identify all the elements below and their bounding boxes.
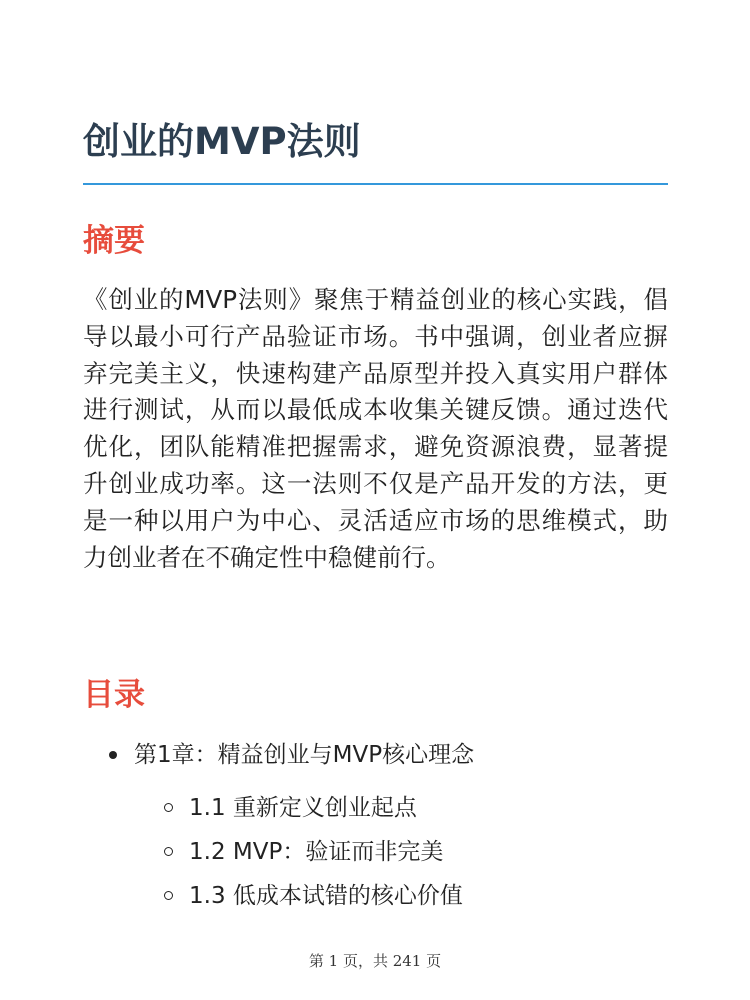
title-divider — [83, 183, 668, 185]
bullet-circle-icon — [164, 891, 173, 900]
abstract-heading: 摘要 — [83, 223, 145, 259]
toc-section-label: 1.1 重新定义创业起点 — [189, 795, 417, 821]
toc-section-label: 1.2 MVP：验证而非完美 — [189, 839, 444, 865]
bullet-circle-icon — [164, 803, 173, 812]
bullet-disc-icon — [109, 751, 117, 759]
toc-list — [83, 734, 668, 918]
toc-section-label: 1.3 低成本试错的核心价值 — [189, 883, 463, 909]
page-number-footer: 第 1 页，共 241 页 — [308, 952, 442, 970]
document-title: 创业的MVP法则 — [83, 120, 361, 163]
toc-chapter-label: 第1章：精益创业与MVP核心理念 — [134, 742, 475, 768]
bullet-circle-icon — [164, 847, 173, 856]
toc-section-1-2 — [83, 830, 668, 874]
toc-section-1-3 — [83, 874, 668, 918]
abstract-paragraph: 《创业的MVP法则》聚焦于精益创业的核心实践，倡导以最小可行产品验证市场。书中强调，创业者应摒弃完美主义，快速构建产品原型并投入真实用户群体进行测试，从而以最低成本收集关键反馈。通过迭代优化，团队能精准把握需求，避免资源浪费，显著提升创业成功率。这一法则不仅是产品开发的方法，更是一种以用户为中心、灵活适应市场的思维模式，助力创业者在不确定性中稳健前行。 — [83, 285, 668, 572]
toc-sublist — [134, 786, 668, 918]
toc-chapter-1 — [83, 734, 668, 918]
toc-heading: 目录 — [83, 677, 145, 713]
toc-section-1-1 — [83, 786, 668, 830]
